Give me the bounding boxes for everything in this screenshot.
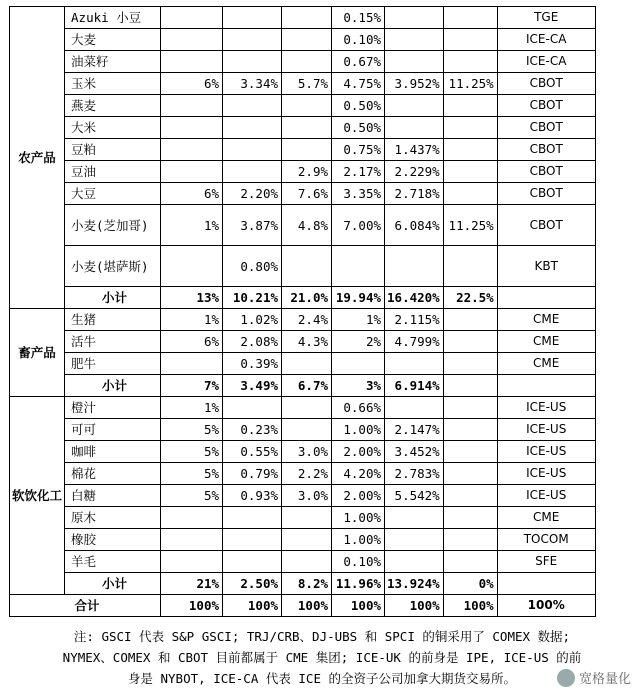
- weight-cell: [223, 139, 282, 161]
- exchange-cell: CBOT: [497, 117, 595, 139]
- exchange-cell: [497, 375, 595, 397]
- table-row: [10, 441, 596, 463]
- weight-cell: 1%: [161, 397, 223, 419]
- exchange-cell: CBOT: [497, 205, 595, 246]
- table-row: [10, 551, 596, 573]
- total-weight-cell: 100%: [497, 595, 595, 617]
- commodity-name-cell: 咖啡: [65, 441, 161, 463]
- weight-cell: [282, 551, 332, 573]
- weight-cell: 7.00%: [332, 205, 385, 246]
- weight-cell: [223, 117, 282, 139]
- commodity-name-cell: 原木: [65, 507, 161, 529]
- commodity-name-cell: 燕麦: [65, 95, 161, 117]
- weight-cell: [161, 95, 223, 117]
- weight-cell: 22.5%: [443, 287, 497, 309]
- weight-cell: 13.924%: [385, 573, 444, 595]
- table-row: [10, 353, 596, 375]
- total-label-cell: 合计: [10, 595, 161, 617]
- weight-cell: 16.420%: [385, 287, 444, 309]
- weight-cell: 0.23%: [223, 419, 282, 441]
- exchange-cell: ICE-US: [497, 419, 595, 441]
- weight-cell: 5%: [161, 485, 223, 507]
- commodity-name-cell: 可可: [65, 419, 161, 441]
- weight-cell: 3.0%: [282, 485, 332, 507]
- weight-cell: [223, 507, 282, 529]
- exchange-cell: ICE-CA: [497, 51, 595, 73]
- weight-cell: [385, 551, 444, 573]
- commodity-name-cell: 羊毛: [65, 551, 161, 573]
- weight-cell: [443, 375, 497, 397]
- weight-cell: 0.93%: [223, 485, 282, 507]
- weight-cell: 5.542%: [385, 485, 444, 507]
- weight-cell: [385, 529, 444, 551]
- exchange-cell: CME: [497, 309, 595, 331]
- weight-cell: [282, 353, 332, 375]
- exchange-cell: CME: [497, 353, 595, 375]
- weight-cell: 7%: [161, 375, 223, 397]
- weight-cell: [282, 419, 332, 441]
- weight-cell: [282, 246, 332, 287]
- weight-cell: 3.87%: [223, 205, 282, 246]
- weight-cell: 2.17%: [332, 161, 385, 183]
- table-row: [10, 29, 596, 51]
- weight-cell: [282, 7, 332, 29]
- weight-cell: 1.437%: [385, 139, 444, 161]
- weight-cell: [161, 7, 223, 29]
- footnote-line-3: 身是 NYBOT, ICE-CA 代表 ICE 的全资子公司加拿大期货交易所。: [127, 671, 516, 686]
- total-weight-cell: 100%: [332, 595, 385, 617]
- weight-cell: 1%: [161, 205, 223, 246]
- exchange-cell: CBOT: [497, 139, 595, 161]
- weight-cell: [223, 7, 282, 29]
- weight-cell: 3.0%: [282, 441, 332, 463]
- weight-cell: [443, 441, 497, 463]
- weight-cell: 11.25%: [443, 73, 497, 95]
- commodity-name-cell: 橡胶: [65, 529, 161, 551]
- total-weight-cell: 100%: [282, 595, 332, 617]
- commodity-name-cell: 大麦: [65, 29, 161, 51]
- weight-cell: [161, 117, 223, 139]
- commodity-name-cell: 生猪: [65, 309, 161, 331]
- weight-cell: 2%: [332, 331, 385, 353]
- total-weight-cell: 100%: [161, 595, 223, 617]
- weight-cell: [161, 29, 223, 51]
- weight-cell: 3.34%: [223, 73, 282, 95]
- exchange-cell: CBOT: [497, 183, 595, 205]
- weight-cell: 1%: [161, 309, 223, 331]
- commodity-name-cell: 油菜籽: [65, 51, 161, 73]
- weight-cell: 0.79%: [223, 463, 282, 485]
- weight-cell: 2.4%: [282, 309, 332, 331]
- commodity-name-cell: 大豆: [65, 183, 161, 205]
- weight-cell: 3.35%: [332, 183, 385, 205]
- weight-cell: [443, 29, 497, 51]
- commodity-name-cell: 豆粕: [65, 139, 161, 161]
- watermark: [554, 667, 634, 688]
- exchange-cell: [497, 287, 595, 309]
- weight-cell: 1.00%: [332, 419, 385, 441]
- weight-cell: [161, 139, 223, 161]
- exchange-cell: TOCOM: [497, 529, 595, 551]
- weight-cell: [385, 29, 444, 51]
- weight-cell: 11.25%: [443, 205, 497, 246]
- weight-cell: 5.7%: [282, 73, 332, 95]
- weight-cell: 0.15%: [332, 7, 385, 29]
- weight-cell: 0%: [443, 573, 497, 595]
- commodity-name-cell: 玉米: [65, 73, 161, 95]
- total-weight-cell: 100%: [385, 595, 444, 617]
- weight-cell: 2.783%: [385, 463, 444, 485]
- exchange-cell: CME: [497, 331, 595, 353]
- exchange-cell: ICE-US: [497, 441, 595, 463]
- exchange-cell: CBOT: [497, 95, 595, 117]
- weight-cell: [282, 117, 332, 139]
- weight-cell: 0.75%: [332, 139, 385, 161]
- weight-cell: [223, 29, 282, 51]
- table-row: [10, 51, 596, 73]
- category-cell: 畜产品: [10, 309, 65, 397]
- commodity-name-cell: 大米: [65, 117, 161, 139]
- weight-cell: 2.50%: [223, 573, 282, 595]
- weight-cell: 2.147%: [385, 419, 444, 441]
- commodity-name-cell: 小麦(堪萨斯): [65, 246, 161, 287]
- exchange-cell: KBT: [497, 246, 595, 287]
- table-row: [10, 463, 596, 485]
- weight-cell: [223, 51, 282, 73]
- weight-cell: [282, 529, 332, 551]
- exchange-cell: CBOT: [497, 161, 595, 183]
- weight-cell: [443, 463, 497, 485]
- commodity-name-cell: Azuki 小豆: [65, 7, 161, 29]
- total-weight-cell: 100%: [223, 595, 282, 617]
- weight-cell: [282, 29, 332, 51]
- wechat-logo-icon: [557, 669, 575, 687]
- table-row: [10, 183, 596, 205]
- weight-cell: 4.20%: [332, 463, 385, 485]
- weight-cell: [282, 51, 332, 73]
- footnote-line-2: NYMEX、COMEX 和 CBOT 目前都属于 CME 集团; ICE-UK 的前身是 IPE, ICE-US 的前: [62, 650, 582, 665]
- weight-cell: [443, 161, 497, 183]
- footnote: [22, 626, 622, 689]
- weight-cell: 3.452%: [385, 441, 444, 463]
- exchange-cell: ICE-CA: [497, 29, 595, 51]
- exchange-cell: ICE-US: [497, 397, 595, 419]
- commodity-name-cell: 小计: [65, 375, 161, 397]
- weight-cell: [161, 353, 223, 375]
- weight-cell: [282, 139, 332, 161]
- commodity-name-cell: 白糖: [65, 485, 161, 507]
- commodity-name-cell: 豆油: [65, 161, 161, 183]
- table-row: [10, 485, 596, 507]
- table-body: [10, 7, 596, 617]
- commodity-name-cell: 小计: [65, 573, 161, 595]
- commodity-weights-table: [9, 6, 596, 617]
- exchange-cell: ICE-US: [497, 485, 595, 507]
- weight-cell: 7.6%: [282, 183, 332, 205]
- weight-cell: [443, 183, 497, 205]
- weight-cell: 2.00%: [332, 441, 385, 463]
- table-row: [10, 139, 596, 161]
- weight-cell: [385, 397, 444, 419]
- weight-cell: [443, 246, 497, 287]
- table-row: [10, 73, 596, 95]
- weight-cell: 21%: [161, 573, 223, 595]
- commodity-name-cell: 小麦(芝加哥): [65, 205, 161, 246]
- weight-cell: [443, 309, 497, 331]
- table-row: [10, 529, 596, 551]
- weight-cell: 3%: [332, 375, 385, 397]
- weight-cell: 2.08%: [223, 331, 282, 353]
- table-row: [10, 117, 596, 139]
- footnote-line-1: 注: GSCI 代表 S&P GSCI; TRJ/CRB、DJ-UBS 和 SPCI 的铜采用了 COMEX 数据;: [73, 629, 571, 644]
- weight-cell: [443, 551, 497, 573]
- table-row: [10, 419, 596, 441]
- weight-cell: [443, 485, 497, 507]
- weight-cell: [443, 507, 497, 529]
- weight-cell: 0.80%: [223, 246, 282, 287]
- weight-cell: 19.94%: [332, 287, 385, 309]
- weight-cell: [161, 507, 223, 529]
- weight-cell: [443, 419, 497, 441]
- subtotal-row: [10, 287, 596, 309]
- table-row: [10, 331, 596, 353]
- weight-cell: [223, 161, 282, 183]
- weight-cell: 10.21%: [223, 287, 282, 309]
- weight-cell: [223, 529, 282, 551]
- weight-cell: [443, 51, 497, 73]
- commodity-name-cell: 小计: [65, 287, 161, 309]
- weight-cell: [161, 51, 223, 73]
- subtotal-row: [10, 375, 596, 397]
- exchange-cell: SFE: [497, 551, 595, 573]
- weight-cell: 2.115%: [385, 309, 444, 331]
- weight-cell: 0.10%: [332, 29, 385, 51]
- weight-cell: [443, 529, 497, 551]
- weight-cell: 11.96%: [332, 573, 385, 595]
- weight-cell: [161, 529, 223, 551]
- exchange-cell: TGE: [497, 7, 595, 29]
- total-row: [10, 595, 596, 617]
- weight-cell: [161, 551, 223, 573]
- weight-cell: [161, 161, 223, 183]
- weight-cell: 13%: [161, 287, 223, 309]
- commodity-name-cell: 棉花: [65, 463, 161, 485]
- table-row: [10, 95, 596, 117]
- weight-cell: 0.67%: [332, 51, 385, 73]
- weight-cell: [385, 7, 444, 29]
- weight-cell: [223, 551, 282, 573]
- weight-cell: 6%: [161, 73, 223, 95]
- weight-cell: 2.20%: [223, 183, 282, 205]
- weight-cell: 4.8%: [282, 205, 332, 246]
- exchange-cell: ICE-US: [497, 463, 595, 485]
- weight-cell: [385, 117, 444, 139]
- weight-cell: [282, 95, 332, 117]
- category-cell: 软饮化工: [10, 397, 65, 595]
- table-row: [10, 7, 596, 29]
- subtotal-row: [10, 573, 596, 595]
- weight-cell: 0.66%: [332, 397, 385, 419]
- weight-cell: [332, 246, 385, 287]
- weight-cell: 6.914%: [385, 375, 444, 397]
- weight-cell: 1.00%: [332, 529, 385, 551]
- weight-cell: 2.2%: [282, 463, 332, 485]
- commodity-name-cell: 活牛: [65, 331, 161, 353]
- weight-cell: 2.00%: [332, 485, 385, 507]
- commodity-name-cell: 肥牛: [65, 353, 161, 375]
- weight-cell: [385, 95, 444, 117]
- weight-cell: [282, 507, 332, 529]
- weight-cell: 6%: [161, 183, 223, 205]
- weight-cell: 6.084%: [385, 205, 444, 246]
- weight-cell: [161, 246, 223, 287]
- weight-cell: 8.2%: [282, 573, 332, 595]
- weight-cell: [332, 353, 385, 375]
- exchange-cell: CME: [497, 507, 595, 529]
- weight-cell: 5%: [161, 441, 223, 463]
- weight-cell: [443, 139, 497, 161]
- weight-cell: [443, 353, 497, 375]
- weight-cell: 0.55%: [223, 441, 282, 463]
- weight-cell: [385, 51, 444, 73]
- weight-cell: [443, 117, 497, 139]
- table-row: [10, 507, 596, 529]
- weight-cell: [443, 7, 497, 29]
- table-row: [10, 205, 596, 246]
- exchange-cell: [497, 573, 595, 595]
- table-row: [10, 397, 596, 419]
- exchange-cell: CBOT: [497, 73, 595, 95]
- weight-cell: 3.952%: [385, 73, 444, 95]
- watermark-text: 宽格量化: [578, 672, 631, 687]
- weight-cell: [282, 397, 332, 419]
- table-row: [10, 309, 596, 331]
- weight-cell: 0.10%: [332, 551, 385, 573]
- weight-cell: 4.799%: [385, 331, 444, 353]
- weight-cell: 1%: [332, 309, 385, 331]
- weight-cell: 21.0%: [282, 287, 332, 309]
- weight-cell: [385, 246, 444, 287]
- weight-cell: 2.229%: [385, 161, 444, 183]
- weight-cell: 0.50%: [332, 117, 385, 139]
- table-row: [10, 246, 596, 287]
- weight-cell: [385, 353, 444, 375]
- table-row: [10, 161, 596, 183]
- weight-cell: [385, 507, 444, 529]
- weight-cell: [223, 95, 282, 117]
- weight-cell: 0.50%: [332, 95, 385, 117]
- weight-cell: [443, 331, 497, 353]
- total-weight-cell: 100%: [443, 595, 497, 617]
- weight-cell: 2.9%: [282, 161, 332, 183]
- weight-cell: 2.718%: [385, 183, 444, 205]
- commodity-name-cell: 橙汁: [65, 397, 161, 419]
- weight-cell: [443, 397, 497, 419]
- weight-cell: 4.75%: [332, 73, 385, 95]
- weight-cell: [223, 397, 282, 419]
- category-cell: 农产品: [10, 7, 65, 309]
- weight-cell: 6.7%: [282, 375, 332, 397]
- weight-cell: 4.3%: [282, 331, 332, 353]
- weight-cell: 3.49%: [223, 375, 282, 397]
- weight-cell: 0.39%: [223, 353, 282, 375]
- weight-cell: 6%: [161, 331, 223, 353]
- weight-cell: 1.02%: [223, 309, 282, 331]
- weight-cell: 5%: [161, 419, 223, 441]
- weight-cell: 1.00%: [332, 507, 385, 529]
- weight-cell: [443, 95, 497, 117]
- weight-cell: 5%: [161, 463, 223, 485]
